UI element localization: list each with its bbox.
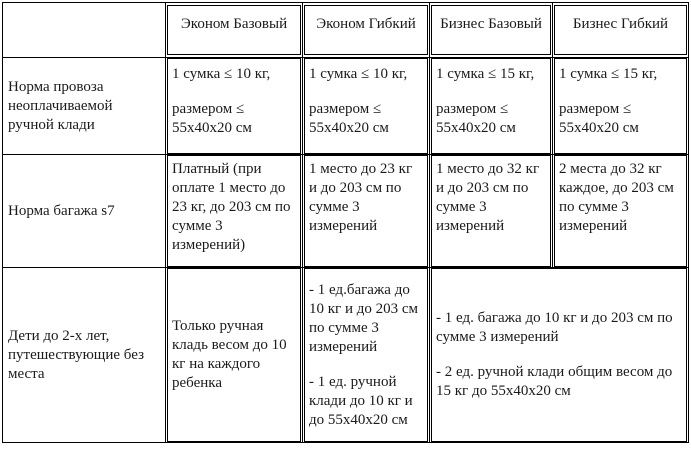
header-row bbox=[3, 3, 689, 58]
cell-line: - 1 ед. ручной клади до 10 кг и до 55x40x20 см bbox=[309, 373, 413, 428]
row-label-hand-luggage bbox=[3, 58, 166, 155]
cell-children-business bbox=[430, 268, 689, 443]
column-title: Эконом Базовый bbox=[180, 16, 288, 32]
cell-hand-economy-flex bbox=[303, 58, 430, 155]
row-label-baggage bbox=[3, 155, 166, 268]
cell-line: размером ≤ 55x40x20 см bbox=[309, 101, 389, 136]
cell-children-economy-basic bbox=[166, 268, 303, 443]
cell-baggage-economy-basic bbox=[166, 155, 303, 268]
cell-baggage-economy-flex bbox=[303, 155, 430, 268]
cell-text: Платный (при оплате 1 место до 23 кг, до 203 см по сумме 3 измерений) bbox=[172, 161, 291, 253]
cell-line: - 2 ед. ручной клади общим весом до 15 кг до 55x40x20 см bbox=[436, 364, 673, 399]
cell-line: - 1 ед.багажа до 10 кг и до 203 см по сумме 3 измерений bbox=[309, 281, 418, 355]
row-label: Норма провоза неоплачиваемой ручной клади bbox=[8, 78, 113, 133]
cell-line: размером ≤ 55x40x20 см bbox=[559, 101, 639, 136]
row-label: Дети до 2-х лет, путешествующие без места bbox=[8, 327, 144, 382]
cell-line: - 1 ед. багажа до 10 кг и до 203 см по сумме 3 измерений bbox=[436, 310, 673, 345]
header-economy-basic bbox=[166, 3, 303, 58]
header-business-basic bbox=[430, 3, 553, 58]
cell-line: 1 сумка ≤ 10 кг, bbox=[172, 66, 271, 82]
baggage-row bbox=[3, 155, 689, 268]
cell-hand-business-flex bbox=[553, 58, 689, 155]
column-title: Эконом Гибкий bbox=[316, 16, 416, 32]
cell-baggage-business-flex bbox=[553, 155, 689, 268]
cell-hand-business-basic bbox=[430, 58, 553, 155]
children-row bbox=[3, 268, 689, 443]
column-title: Бизнес Гибкий bbox=[572, 16, 669, 32]
cell-line: 1 сумка ≤ 15 кг, bbox=[436, 66, 535, 82]
cell-line: 1 сумка ≤ 15 кг, bbox=[559, 66, 658, 82]
cell-line: 1 сумка ≤ 10 кг, bbox=[309, 66, 408, 82]
cell-text: Только ручная кладь весом до 10 кг на каждого ребенка bbox=[172, 318, 287, 391]
cell-text: 1 место до 23 кг и до 203 см по сумме 3 измерений bbox=[309, 161, 413, 234]
header-business-flex bbox=[553, 3, 689, 58]
column-title: Бизнес Базовый bbox=[440, 16, 542, 32]
cell-text: 1 место до 32 кг и до 203 см по сумме 3 измерений bbox=[436, 161, 540, 234]
cell-hand-economy-basic bbox=[166, 58, 303, 155]
cell-text: 2 места до 32 кг каждое, до 203 см по сумме 3 измерений bbox=[559, 161, 674, 234]
row-label-children bbox=[3, 268, 166, 443]
cell-line: размером ≤ 55x40x20 см bbox=[172, 101, 252, 136]
row-label: Норма багажа s7 bbox=[8, 202, 115, 219]
cell-children-economy-flex bbox=[303, 268, 430, 443]
cell-baggage-business-basic bbox=[430, 155, 553, 268]
corner-cell bbox=[3, 3, 166, 58]
hand-luggage-row bbox=[3, 58, 689, 155]
header-economy-flex bbox=[303, 3, 430, 58]
cell-line: размером ≤ 55x40x20 см bbox=[436, 101, 516, 136]
fare-comparison-table bbox=[2, 2, 689, 443]
